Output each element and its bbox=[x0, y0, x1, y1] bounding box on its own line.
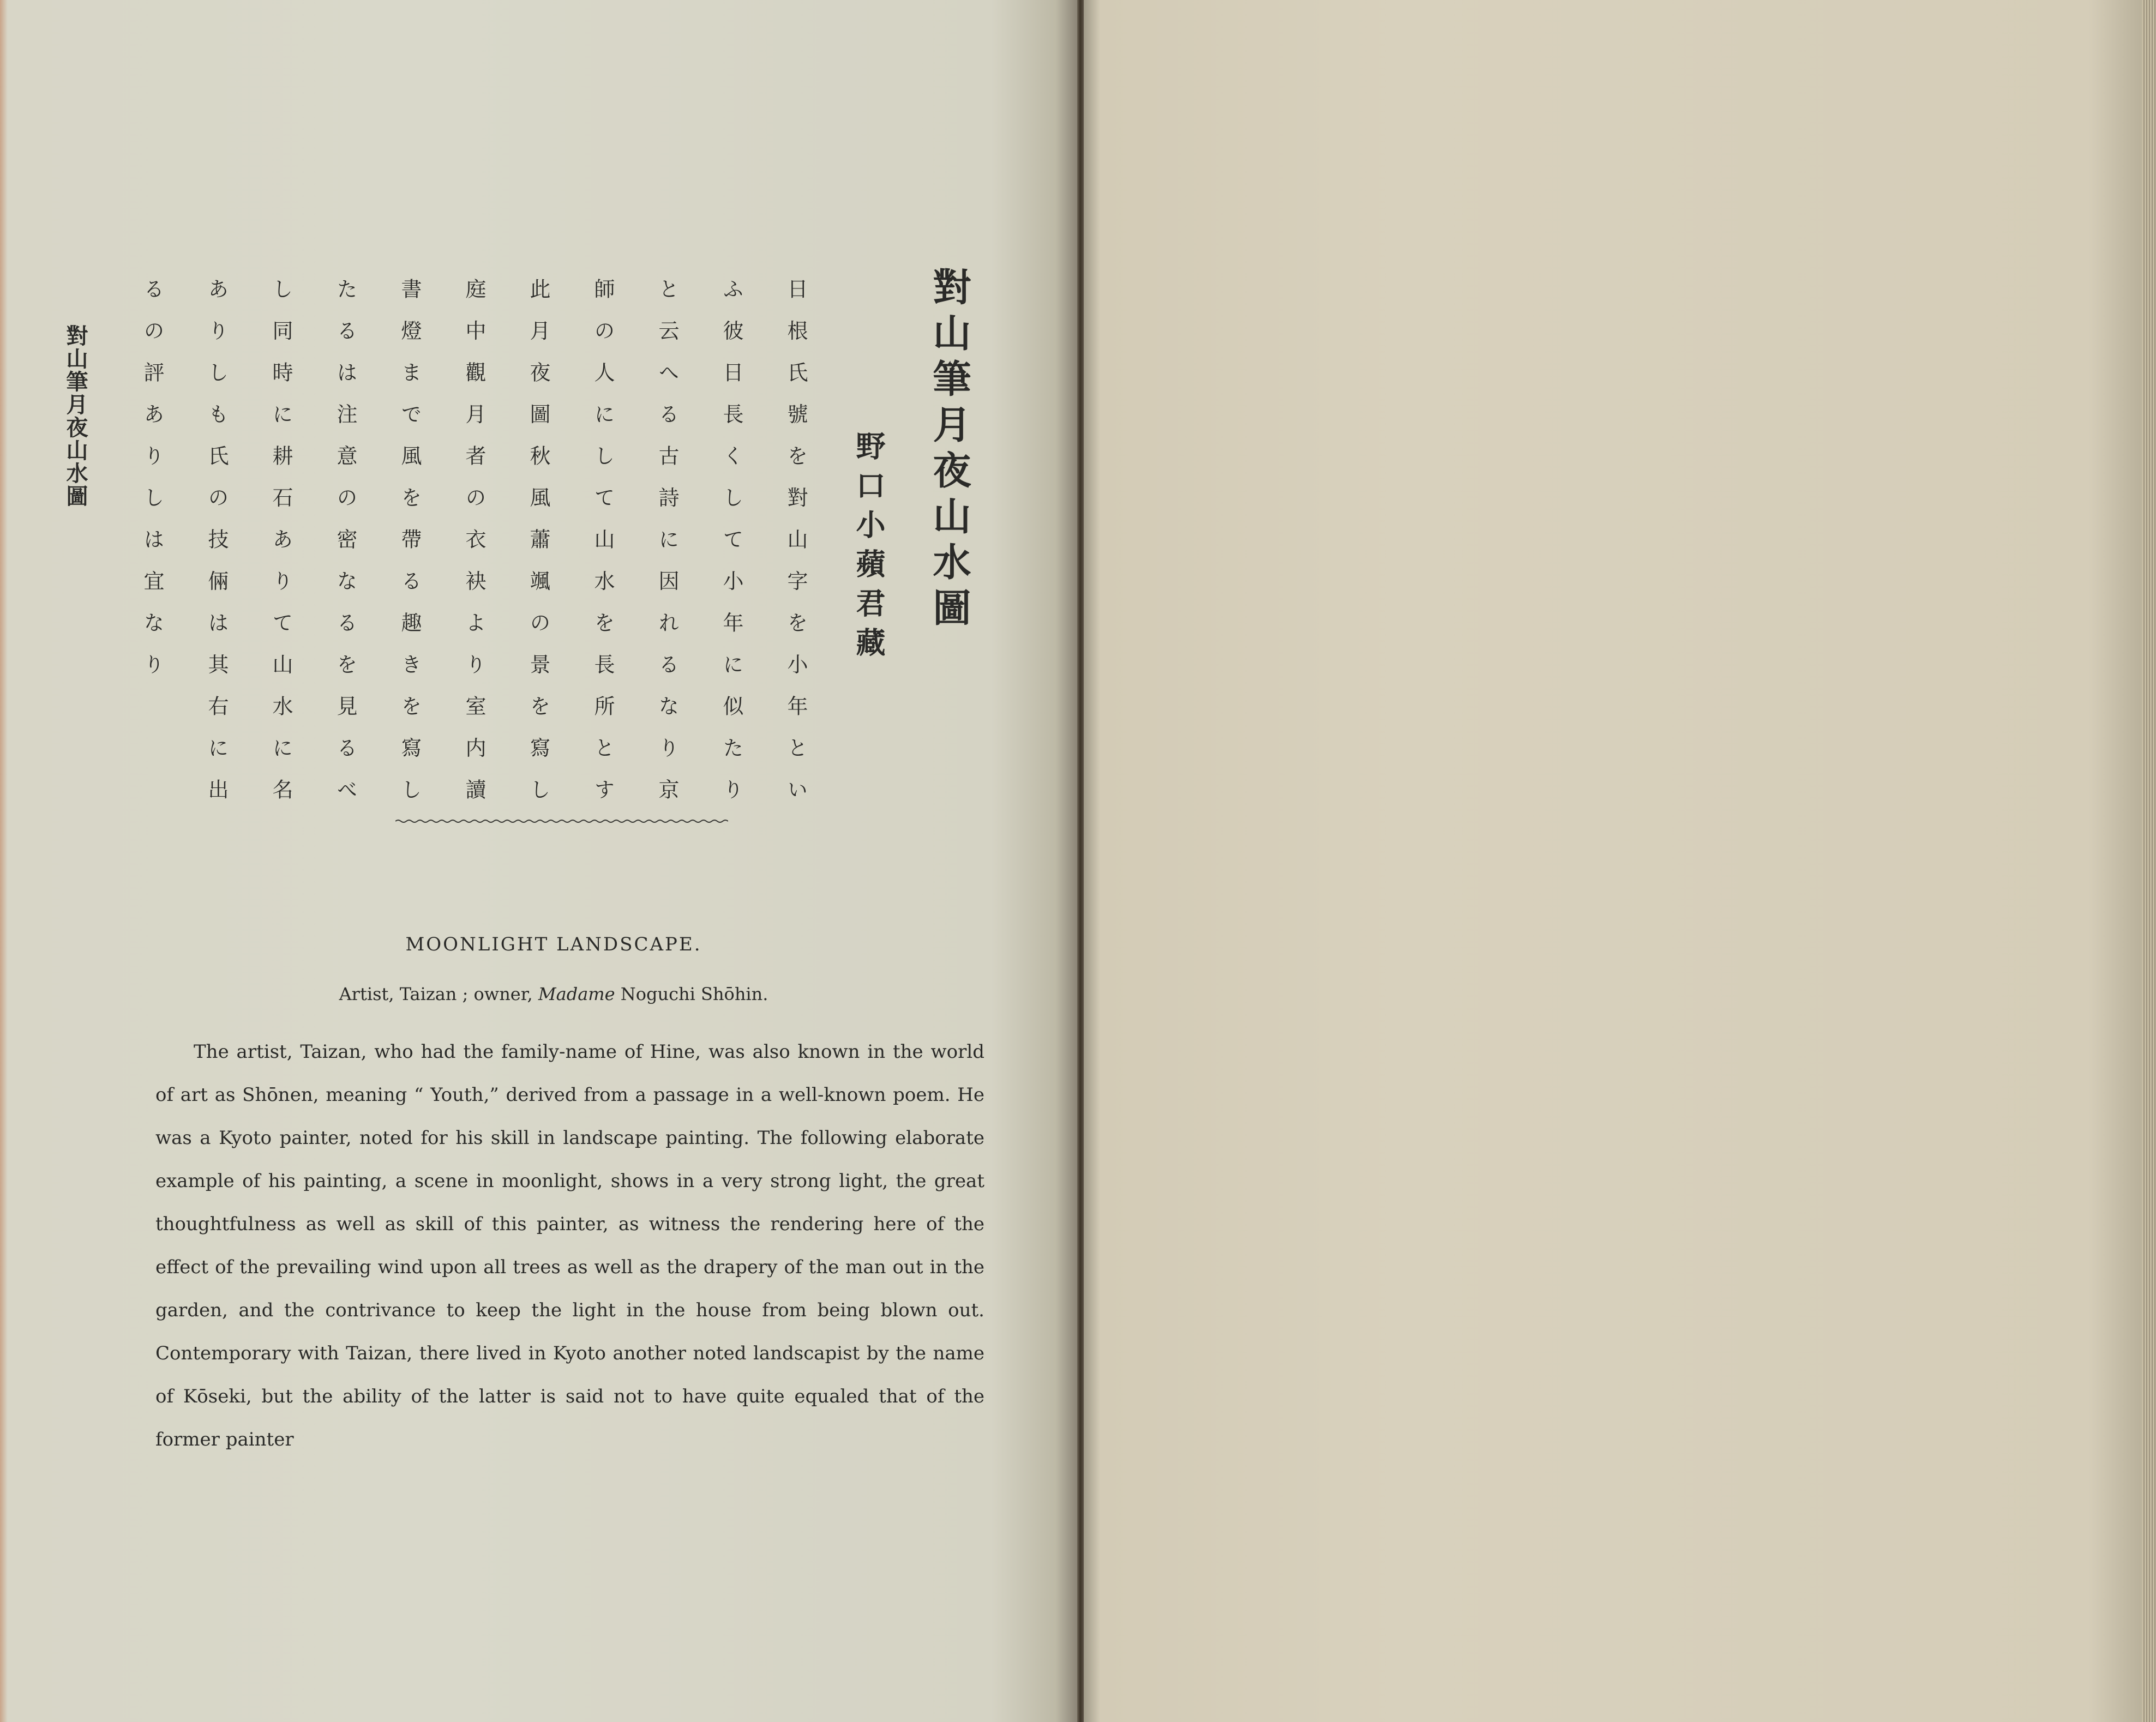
japanese-column: 庭中觀月者の衣袂より室内讀 bbox=[462, 278, 486, 821]
japanese-column: ありしも氏の技倆は其右に出 bbox=[205, 278, 229, 821]
japanese-column: 日根氏號を對山字を小年とい bbox=[784, 278, 808, 821]
japanese-column: 師の人にして山水を長所とす bbox=[591, 278, 615, 821]
japanese-column: 書燈まで風を帶る趣きを寫し bbox=[398, 278, 422, 821]
subtitle-italic: Madame bbox=[538, 984, 615, 1004]
english-title: MOONLIGHT LANDSCAPE. bbox=[405, 934, 702, 955]
japanese-column: ふ彼日長くして小年に似たり bbox=[719, 278, 743, 821]
page-edges bbox=[2142, 0, 2156, 1722]
subtitle-suffix: Noguchi Shōhin. bbox=[620, 984, 768, 1004]
english-subtitle bbox=[158, 984, 949, 1004]
book-gutter bbox=[1077, 0, 1084, 1722]
wavy-divider bbox=[395, 818, 728, 824]
japanese-column: 此月夜圖秋風蕭颯の景を寫し bbox=[526, 278, 550, 821]
japanese-owner: 野口小蘋君藏 bbox=[851, 431, 886, 666]
running-header: 對山筆月夜山水圖 bbox=[63, 324, 88, 508]
japanese-title: 對山筆月夜山水圖 bbox=[927, 267, 972, 634]
english-body: The artist, Taizan, who had the family-name of Hine, was also known in the world of art as Shōnen, meaning “ Youth,” derived from a passage in a well-known poem. He was a Kyoto painter, noted for his skill in landscape painting. The following elaborate example of his painting, a scene in moonlight, shows in a very strong light, the great thoughtfulness as well as skill of this painter, as witness the rendering here of the effect of the prevailing wind upon all trees as well as the drapery of the man out in the garden, and the contrivance to keep the light in the house from being blown out. Contemporary with Taizan, there lived in Kyoto another noted landscapist by the name of Kōseki, but the ability of the latter is said not to have quite equaled that of the former painter bbox=[155, 1041, 984, 1450]
left-page bbox=[0, 0, 1077, 1722]
japanese-column: し同時に耕石ありて山水に名 bbox=[269, 278, 293, 821]
japanese-column: るの評ありしは宜なり bbox=[140, 278, 164, 695]
japanese-column: と云へる古詩に因れるなり京 bbox=[655, 278, 679, 821]
subtitle-prefix: Artist, Taizan ; owner, bbox=[339, 984, 533, 1004]
right-page-blank bbox=[1084, 0, 2142, 1722]
japanese-column: たるは注意の密なるを見るべ bbox=[333, 278, 357, 821]
